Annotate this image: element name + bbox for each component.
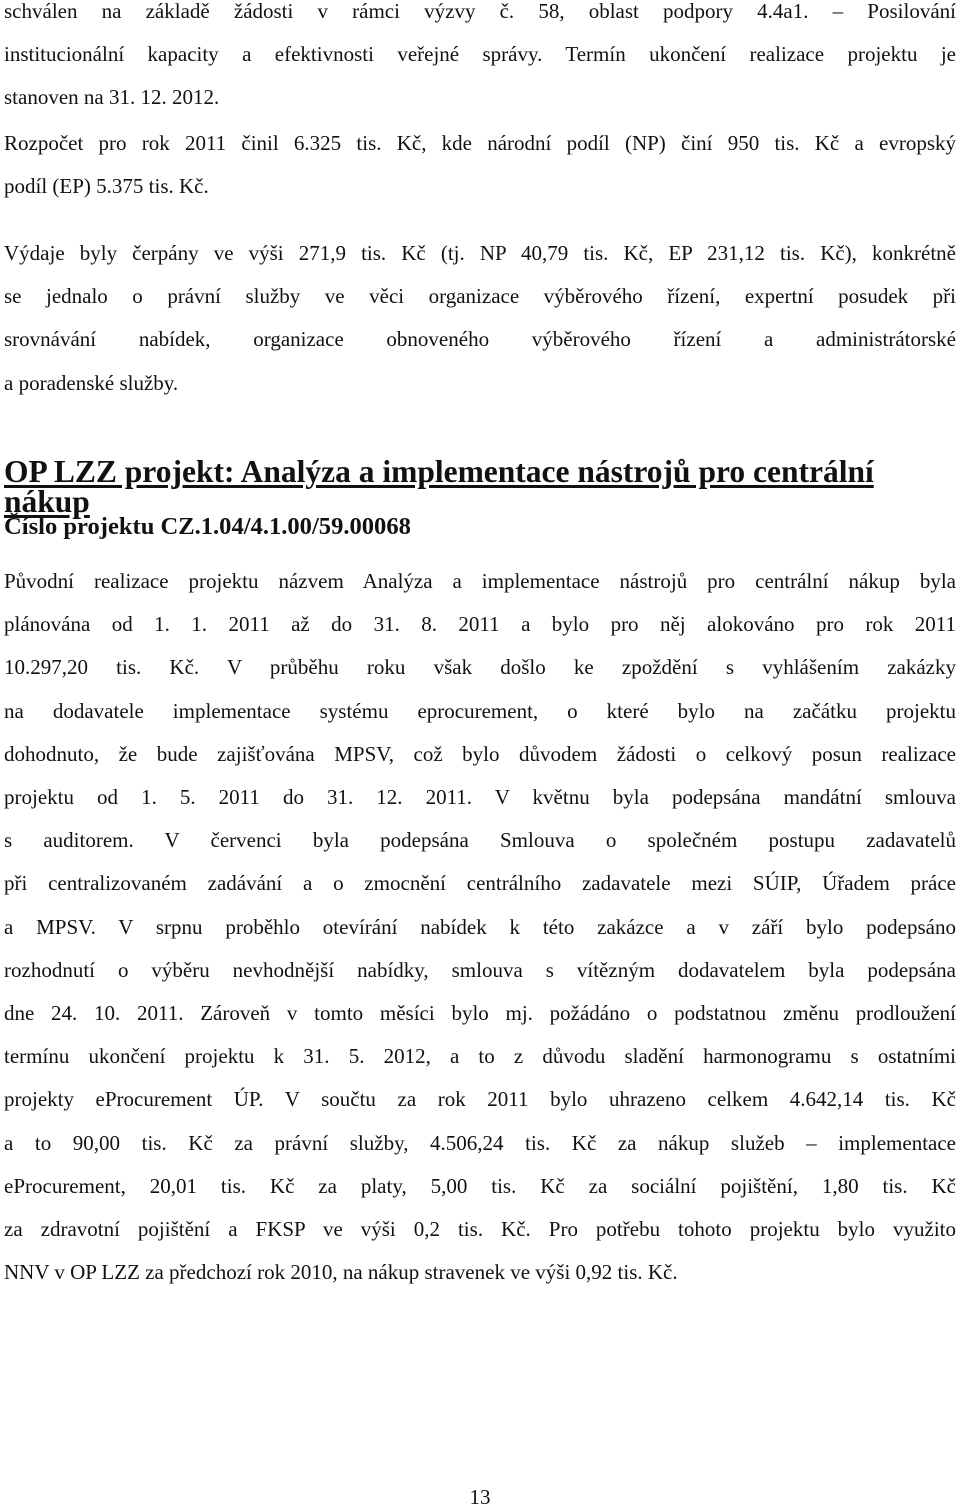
text-line: srovnávání nabídek, organizace obnoveného výběrového řízení a administrátorské — [4, 327, 956, 352]
text-line: a poradenské služby. — [4, 370, 179, 395]
text-line: schválen na základě žádosti v rámci výzvy č. 58, oblast podpory 4.4a1. – Posilování — [4, 0, 956, 23]
project-title: OP LZZ projekt: Analýza a implementace nástrojů pro centrální nákup — [4, 454, 874, 519]
text-line: projekty eProcurement ÚP. V součtu za rok 2011 bylo uhrazeno celkem 4.642,14 tis. Kč — [4, 1087, 956, 1112]
project-paragraph — [4, 560, 956, 1294]
text-line: a to 90,00 tis. Kč za právní služby, 4.506,24 tis. Kč za nákup služeb – implementace — [4, 1130, 956, 1155]
text-line: podíl (EP) 5.375 tis. Kč. — [4, 174, 209, 199]
text-line: rozhodnutí o výběru nevhodnější nabídky, smlouva s vítězným dodavatelem byla podepsána — [4, 957, 956, 982]
text-line: projektu od 1. 5. 2011 do 31. 12. 2011. V květnu byla podepsána mandátní smlouva — [4, 785, 956, 810]
text-line: dohodnuto, že bude zajišťována MPSV, což bylo důvodem žádosti o celkový posun realizace — [4, 741, 956, 766]
intro-paragraph — [4, 0, 956, 120]
text-line: institucionální kapacity a efektivnosti veřejné správy. Termín ukončení realizace projektu je — [4, 42, 956, 67]
text-line: s auditorem. V červenci byla podepsána Smlouva o společném postupu zadavatelů — [4, 828, 956, 853]
text-line: 10.297,20 tis. Kč. V průběhu roku však došlo ke zpoždění s vyhlášením zakázky — [4, 655, 956, 680]
text-line: a MPSV. V srpnu proběhlo otevírání nabídek k této zakázce a v září bylo podepsáno — [4, 914, 956, 939]
budget-paragraph — [4, 122, 956, 208]
text-line: při centralizovaném zadávání a o zmocnění centrálního zadavatele mezi SÚIP, Úřadem práce — [4, 871, 956, 896]
text-line: dne 24. 10. 2011. Zároveň v tomto měsíci bylo mj. požádáno o podstatnou změnu prodloužení — [4, 1001, 956, 1026]
text-line: plánována od 1. 1. 2011 až do 31. 8. 2011 a bylo pro něj alokováno pro rok 2011 — [4, 612, 956, 637]
text-line: za zdravotní pojištění a FKSP ve výši 0,2 tis. Kč. Pro potřebu tohoto projektu bylo využito — [4, 1217, 956, 1242]
text-line: stanoven na 31. 12. 2012. — [4, 85, 220, 110]
text-line: NNV v OP LZZ za předchozí rok 2010, na nákup stravenek ve výši 0,92 tis. Kč. — [4, 1260, 678, 1285]
text-line: na dodavatele implementace systému eprocurement, o které bylo na začátku projektu — [4, 698, 956, 723]
page-number: 13 — [469, 1485, 491, 1509]
text-line: Výdaje byly čerpány ve výši 271,9 tis. Kč (tj. NP 40,79 tis. Kč, EP 231,12 tis. Kč), konkrétně — [4, 241, 956, 265]
text-line: Původní realizace projektu názvem Analýza a implementace nástrojů pro centrální nákup byla — [4, 569, 956, 593]
text-line: se jednalo o právní služby ve věci organizace výběrového řízení, expertní posudek při — [4, 284, 956, 309]
text-line: termínu ukončení projektu k 31. 5. 2012, a to z důvodu sladění harmonogramu s ostatními — [4, 1044, 956, 1069]
project-number: Číslo projektu CZ.1.04/4.1.00/59.00068 — [4, 513, 411, 540]
text-line: eProcurement, 20,01 tis. Kč za platy, 5,00 tis. Kč za sociální pojištění, 1,80 tis. Kč — [4, 1173, 956, 1198]
text-line: Rozpočet pro rok 2011 činil 6.325 tis. Kč, kde národní podíl (NP) činí 950 tis. Kč a evropský — [4, 131, 956, 155]
spending-paragraph — [4, 232, 956, 405]
